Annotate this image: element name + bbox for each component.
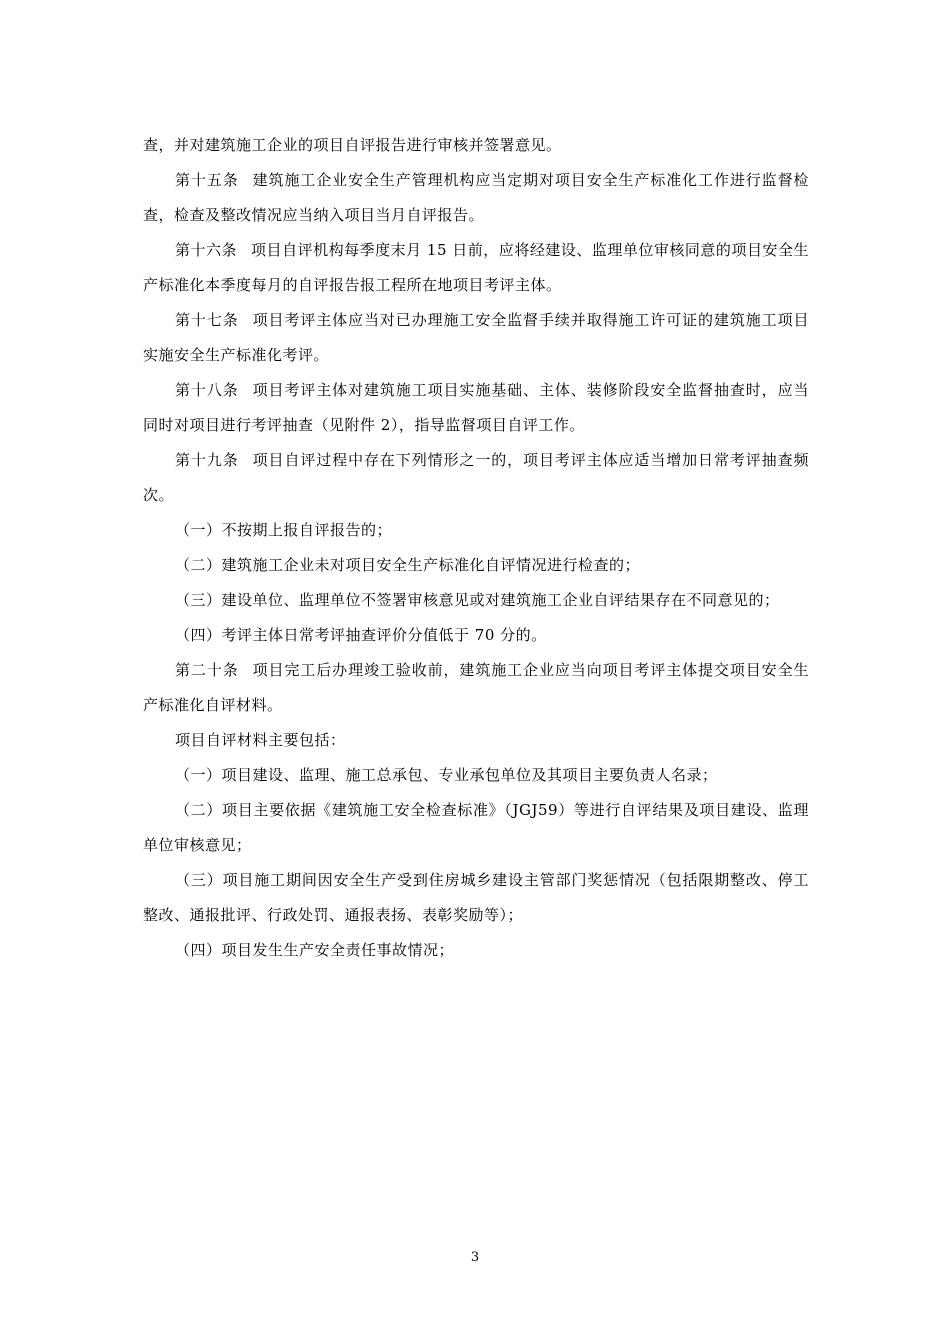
article-19 [143,443,809,513]
materials-intro [143,723,809,758]
paragraph-text: 建筑施工企业安全生产管理机构应当定期对项目安全生产标准化工作进行监督检查，检查及整改情况应当纳入项目当月自评报告。 [143,171,809,224]
document-body [143,128,809,968]
article-number: 第二十条 [175,661,239,679]
paragraph-text: 项目考评主体应当对已办理施工安全监督手续并取得施工许可证的建筑施工项目实施安全生产标准化考评。 [143,311,809,364]
article-18 [143,373,809,443]
paragraph-text: 项目自评机构每季度末月 15 日前，应将经建设、监理单位审核同意的项目安全生产标准化本季度每月的自评报告报工程所在地项目考评主体。 [143,241,809,294]
paragraph-text: 项目自评材料主要包括： [175,731,346,749]
list-item [143,513,809,548]
paragraph-text: （四）项目发生生产安全责任事故情况； [175,941,455,959]
list-item [143,793,809,863]
article-16 [143,233,809,303]
list-item [143,758,809,793]
article-number: 第十九条 [175,451,239,469]
list-item [143,863,809,933]
list-item [143,618,809,653]
paragraph-text: （二）建筑施工企业未对项目安全生产标准化自评情况进行检查的； [175,556,641,574]
article-number: 第十七条 [175,311,239,329]
paragraph-text: （三）项目施工期间因安全生产受到住房城乡建设主管部门奖惩情况（包括限期整改、停工整改、通报批评、行政处罚、通报表扬、表彰奖励等）； [143,871,809,924]
paragraph-text: 项目完工后办理竣工验收前，建筑施工企业应当向项目考评主体提交项目安全生产标准化自评材料。 [143,661,809,714]
article-17 [143,303,809,373]
paragraph-continuation [143,128,809,163]
paragraph-text: （一）不按期上报自评报告的； [175,521,393,539]
article-number: 第十八条 [175,381,239,399]
paragraph-text: 查，并对建筑施工企业的项目自评报告进行审核并签署意见。 [143,136,562,154]
paragraph-text: （三）建设单位、监理单位不签署审核意见或对建筑施工企业自评结果存在不同意见的； [175,591,780,609]
page-number: 3 [470,1250,480,1265]
paragraph-text: （一）项目建设、监理、施工总承包、专业承包单位及其项目主要负责人名录； [175,766,718,784]
article-20 [143,653,809,723]
list-item [143,933,809,968]
paragraph-text: 项目自评过程中存在下列情形之一的，项目考评主体应适当增加日常考评抽查频次。 [143,451,809,504]
article-number: 第十五条 [175,171,239,189]
article-15 [143,163,809,233]
paragraph-text: 项目考评主体对建筑施工项目实施基础、主体、装修阶段安全监督抽查时，应当同时对项目进行考评抽查（见附件 2），指导监督项目自评工作。 [143,381,809,434]
paragraph-text: （四）考评主体日常考评抽查评价分值低于 70 分的。 [175,626,547,644]
list-item [143,548,809,583]
article-number: 第十六条 [175,241,238,259]
paragraph-text: （二）项目主要依据《建筑施工安全检查标准》（JGJ59）等进行自评结果及项目建设、监理单位审核意见； [143,801,809,854]
list-item [143,583,809,618]
